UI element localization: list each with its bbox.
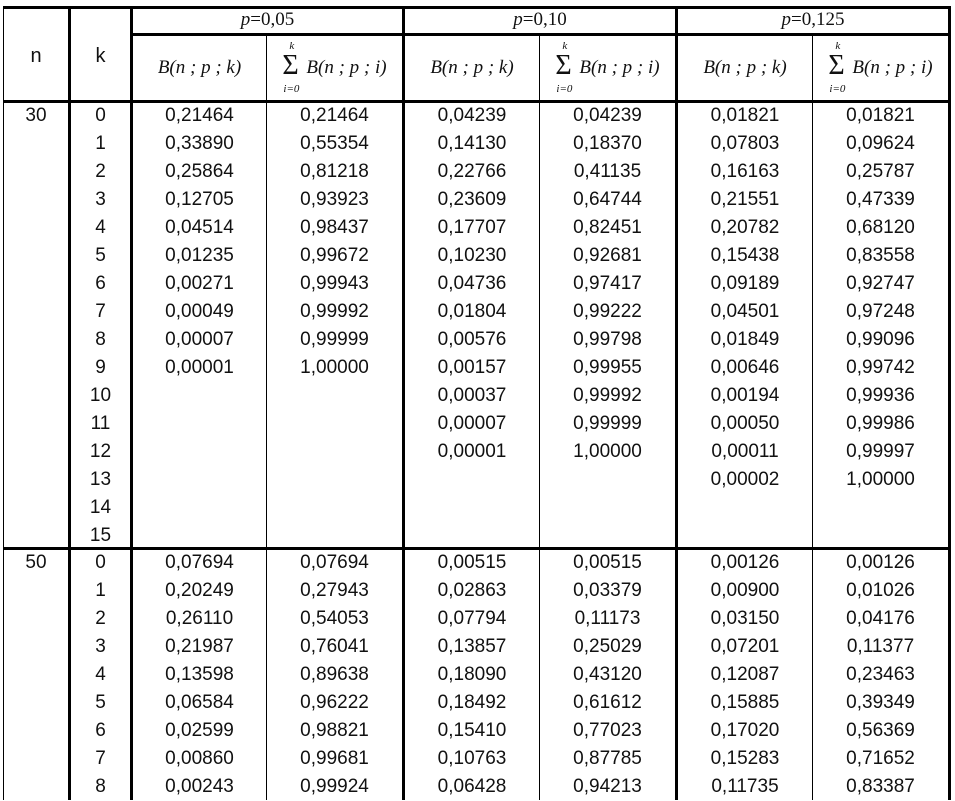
table-cell xyxy=(405,466,539,494)
k-value: 0 xyxy=(95,552,106,573)
table-cell xyxy=(133,494,266,522)
column-header-k: k xyxy=(95,45,106,67)
table-cell: 0,00900 xyxy=(710,580,780,601)
table-cell xyxy=(813,522,948,550)
k-value: 5 xyxy=(95,245,106,266)
table-cell: 0,07694 xyxy=(165,552,234,573)
table-cell xyxy=(540,494,675,522)
table-cell: 0,12705 xyxy=(165,189,234,210)
k-value: 6 xyxy=(95,273,106,294)
table-cell xyxy=(267,382,402,410)
table-cell: 0,99999 xyxy=(300,329,369,350)
table-cell: 0,55354 xyxy=(300,133,369,154)
table-cell: 0,00001 xyxy=(165,357,234,378)
table-cell: 0,01804 xyxy=(437,301,507,322)
table-cell: 0,00126 xyxy=(846,552,915,573)
table-cell: 0,01026 xyxy=(846,580,915,601)
table-cell: 0,81218 xyxy=(300,161,369,182)
n-value: 50 xyxy=(25,552,47,573)
table-cell: 0,00049 xyxy=(165,301,234,322)
table-cell: 0,04239 xyxy=(437,105,507,126)
table-cell: 0,21551 xyxy=(710,189,780,210)
table-cell: 0,99681 xyxy=(300,748,369,769)
table-cell: 0,12087 xyxy=(710,664,780,685)
k-value: 3 xyxy=(95,636,106,657)
k-value: 1 xyxy=(95,580,106,601)
table-cell: 0,11735 xyxy=(711,776,779,797)
table-cell: 0,15438 xyxy=(710,245,780,266)
sum-symbol: k Σ i=0 xyxy=(282,40,300,95)
k-value: 1 xyxy=(95,133,106,154)
table-cell: 0,00037 xyxy=(437,385,507,406)
k-value: 8 xyxy=(95,329,106,350)
table-cell: 0,13598 xyxy=(165,664,234,685)
column-header-n: n xyxy=(30,45,42,67)
table-cell: 0,25864 xyxy=(165,161,234,182)
subheader-cumulative-3: k Σ i=0 B(n ; p ; i) xyxy=(813,36,948,100)
k-value: 4 xyxy=(95,664,106,685)
k-value: 7 xyxy=(95,301,106,322)
table-cell: 0,27943 xyxy=(300,580,369,601)
table-cell xyxy=(267,410,402,438)
table-cell: 0,00001 xyxy=(437,441,507,462)
table-cell xyxy=(133,466,266,494)
table-cell: 0,99997 xyxy=(846,441,915,462)
table-cell: 0,06428 xyxy=(437,776,507,797)
table-cell: 0,02863 xyxy=(437,580,507,601)
sum-symbol: k Σ i=0 xyxy=(555,40,573,95)
k-value: 12 xyxy=(89,441,112,462)
table-cell: 0,13857 xyxy=(437,636,507,657)
table-cell: 0,09189 xyxy=(710,273,780,294)
table-cell: 0,21464 xyxy=(165,105,234,126)
n-value: 30 xyxy=(25,105,47,126)
p-group-header-2: p=0,10 xyxy=(513,9,567,30)
table-cell: 0,00515 xyxy=(437,552,507,573)
table-cell xyxy=(133,438,266,466)
table-cell xyxy=(678,522,812,550)
table-cell: 0,00126 xyxy=(710,552,780,573)
table-cell: 0,07201 xyxy=(710,636,780,657)
k-value: 4 xyxy=(95,217,106,238)
k-value: 2 xyxy=(95,608,106,629)
table-cell: 0,43120 xyxy=(573,664,642,685)
table-cell xyxy=(267,522,402,550)
table-cell: 0,04514 xyxy=(165,217,234,238)
table-cell: 0,99936 xyxy=(846,385,915,406)
table-cell: 0,18370 xyxy=(573,133,642,154)
table-cell: 0,20249 xyxy=(165,580,234,601)
table-cell: 0,68120 xyxy=(846,217,915,238)
subheader-probability-2: B(n ; p ; k) xyxy=(430,57,514,78)
subheader-cumulative-1: k Σ i=0 B(n ; p ; i) xyxy=(267,36,402,100)
table-cell: 0,99943 xyxy=(300,273,369,294)
table-cell: 0,92747 xyxy=(846,273,915,294)
k-value: 13 xyxy=(89,469,112,490)
table-cell: 0,93923 xyxy=(300,189,369,210)
table-cell: 0,01849 xyxy=(710,329,780,350)
table-cell: 0,06584 xyxy=(165,692,234,713)
table-cell: 0,00157 xyxy=(437,357,507,378)
table-cell: 0,64744 xyxy=(573,189,642,210)
table-cell: 0,99999 xyxy=(573,413,642,434)
table-cell: 0,82451 xyxy=(573,217,642,238)
table-cell xyxy=(813,494,948,522)
table-cell: 0,14130 xyxy=(437,133,507,154)
table-cell xyxy=(267,494,402,522)
table-cell: 0,15885 xyxy=(710,692,780,713)
subheader-cumulative-2: k Σ i=0 B(n ; p ; i) xyxy=(540,36,675,100)
table-cell: 0,96222 xyxy=(300,692,369,713)
table-cell xyxy=(405,522,539,550)
table-cell: 0,99742 xyxy=(846,357,915,378)
k-value: 6 xyxy=(95,720,106,741)
table-cell: 0,01235 xyxy=(165,245,234,266)
table-cell: 0,54053 xyxy=(300,608,369,629)
table-cell: 0,00194 xyxy=(710,385,780,406)
table-cell: 0,10763 xyxy=(437,748,507,769)
table-cell xyxy=(405,494,539,522)
k-value: 5 xyxy=(95,692,106,713)
table-cell xyxy=(540,466,675,494)
table-cell xyxy=(133,410,266,438)
k-value: 10 xyxy=(89,385,112,406)
table-cell: 0,11173 xyxy=(574,608,641,629)
table-cell: 0,00576 xyxy=(437,329,507,350)
table-cell: 0,07694 xyxy=(300,552,369,573)
table-cell xyxy=(133,382,266,410)
table-cell: 0,99986 xyxy=(846,413,915,434)
table-cell: 0,03379 xyxy=(573,580,642,601)
table-cell: 1,00000 xyxy=(300,357,369,378)
table-cell: 0,00243 xyxy=(165,776,234,797)
table-cell: 0,00050 xyxy=(710,413,780,434)
k-value: 3 xyxy=(95,189,106,210)
table-cell: 0,33890 xyxy=(165,133,234,154)
k-value: 0 xyxy=(95,105,106,126)
table-cell: 0,18090 xyxy=(437,664,507,685)
table-cell: 0,71652 xyxy=(846,748,915,769)
table-cell: 0,00271 xyxy=(165,273,234,294)
table-cell: 0,99096 xyxy=(846,329,915,350)
table-cell: 0,16163 xyxy=(710,161,780,182)
table-cell: 0,26110 xyxy=(165,608,234,629)
table-cell: 0,23463 xyxy=(846,664,915,685)
table-cell: 0,00860 xyxy=(165,748,234,769)
table-cell: 0,21987 xyxy=(165,636,234,657)
table-cell: 0,47339 xyxy=(846,189,915,210)
table-cell: 0,99798 xyxy=(573,329,642,350)
subheader-probability-1: B(n ; p ; k) xyxy=(157,57,242,78)
table-cell: 0,83387 xyxy=(846,776,915,797)
table-cell xyxy=(267,438,402,466)
table-cell: 0,56369 xyxy=(846,720,915,741)
table-cell: 0,77023 xyxy=(573,720,642,741)
table-cell: 0,76041 xyxy=(300,636,369,657)
table-cell: 0,99955 xyxy=(573,357,642,378)
table-cell: 0,02599 xyxy=(165,720,234,741)
table-cell: 0,98821 xyxy=(300,720,369,741)
k-value: 8 xyxy=(95,776,106,797)
table-cell: 0,61612 xyxy=(573,692,642,713)
table-cell: 0,04176 xyxy=(846,608,915,629)
table-cell: 0,00007 xyxy=(437,413,507,434)
table-cell: 0,89638 xyxy=(300,664,369,685)
k-value: 15 xyxy=(89,525,112,546)
border-right xyxy=(948,7,951,800)
k-value: 11 xyxy=(90,413,111,434)
table-cell: 0,99992 xyxy=(300,301,369,322)
table-cell: 0,41135 xyxy=(573,161,642,182)
p-group-header-1: p=0,05 xyxy=(240,9,295,30)
table-cell: 0,83558 xyxy=(846,245,915,266)
table-cell: 0,17707 xyxy=(437,217,507,238)
table-cell: 0,01821 xyxy=(846,105,915,126)
table-cell: 0,04239 xyxy=(573,105,642,126)
table-cell: 0,15283 xyxy=(710,748,780,769)
k-value: 2 xyxy=(95,161,106,182)
table-cell: 0,22766 xyxy=(437,161,507,182)
table-cell: 0,07794 xyxy=(437,608,507,629)
table-cell: 0,99222 xyxy=(573,301,642,322)
table-cell: 0,98437 xyxy=(300,217,369,238)
table-cell: 0,39349 xyxy=(846,692,915,713)
table-cell xyxy=(678,494,812,522)
table-cell: 0,04501 xyxy=(710,301,780,322)
table-cell xyxy=(267,466,402,494)
table-cell: 0,99672 xyxy=(300,245,369,266)
table-cell: 0,92681 xyxy=(573,245,642,266)
table-cell: 0,03150 xyxy=(710,608,780,629)
k-value: 7 xyxy=(95,748,106,769)
table-cell: 1,00000 xyxy=(573,441,642,462)
table-cell: 0,09624 xyxy=(846,133,915,154)
table-cell: 0,00646 xyxy=(710,357,780,378)
table-cell: 0,97417 xyxy=(573,273,642,294)
p-group-header-3: p=0,125 xyxy=(781,9,845,30)
table-cell: 0,00011 xyxy=(711,441,779,462)
sum-symbol: k Σ i=0 xyxy=(828,40,846,95)
table-cell: 0,00007 xyxy=(165,329,234,350)
table-cell: 0,94213 xyxy=(573,776,642,797)
table-cell: 0,97248 xyxy=(846,301,915,322)
table-cell: 0,00002 xyxy=(710,469,780,490)
k-value: 14 xyxy=(89,497,112,518)
table-cell: 0,00515 xyxy=(573,552,642,573)
k-value: 9 xyxy=(95,357,106,378)
table-cell: 0,99992 xyxy=(573,385,642,406)
table-cell: 0,23609 xyxy=(437,189,507,210)
table-cell: 0,01821 xyxy=(710,105,780,126)
table-cell: 0,25029 xyxy=(573,636,642,657)
table-cell: 1,00000 xyxy=(846,469,915,490)
table-cell: 0,17020 xyxy=(710,720,780,741)
table-cell: 0,18492 xyxy=(437,692,507,713)
table-cell: 0,07803 xyxy=(710,133,780,154)
table-cell: 0,04736 xyxy=(437,273,507,294)
table-cell: 0,11377 xyxy=(846,636,915,657)
table-cell: 0,15410 xyxy=(437,720,507,741)
table-cell: 0,20782 xyxy=(710,217,780,238)
table-cell: 0,99924 xyxy=(300,776,369,797)
table-cell xyxy=(133,522,266,550)
subheader-probability-3: B(n ; p ; k) xyxy=(703,57,787,78)
table-cell xyxy=(540,522,675,550)
table-cell: 0,21464 xyxy=(300,105,369,126)
table-cell: 0,87785 xyxy=(573,748,642,769)
table-cell: 0,25787 xyxy=(846,161,915,182)
table-cell: 0,10230 xyxy=(437,245,507,266)
